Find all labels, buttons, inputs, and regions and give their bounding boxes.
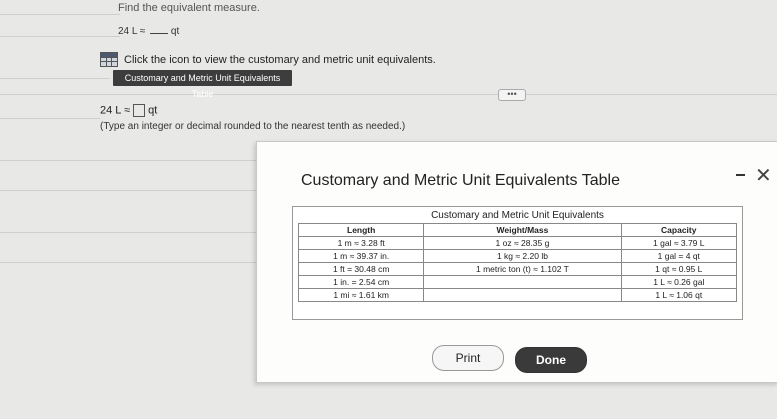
- divider: [0, 78, 110, 79]
- table-row: [299, 289, 737, 302]
- instruction-text: Find the equivalent measure.: [118, 2, 260, 14]
- problem-left: 24 L ≈: [118, 26, 146, 37]
- table-row: [299, 250, 737, 263]
- header-weight-mass: Weight/Mass: [424, 224, 621, 237]
- divider: [0, 190, 256, 191]
- table-cell: 1 in. = 2.54 cm: [299, 276, 424, 289]
- equivalents-table-container: [292, 206, 743, 320]
- table-cell: 1 m ≈ 3.28 ft: [299, 237, 424, 250]
- divider: [0, 118, 100, 119]
- divider: [0, 94, 777, 95]
- answer-unit: qt: [148, 104, 158, 117]
- answer-hint: (Type an integer or decimal rounded to the nearest tenth as needed.): [100, 121, 406, 132]
- equivalents-table: [298, 223, 737, 302]
- equivalents-table-button[interactable]: Customary and Metric Unit Equivalents Table: [113, 70, 292, 86]
- table-cell: 1 qt ≈ 0.95 L: [621, 263, 736, 276]
- divider: [0, 36, 120, 37]
- answer-left: 24 L ≈: [100, 104, 131, 117]
- table-cell: 1 gal = 4 qt: [621, 250, 736, 263]
- table-cell: 1 ft = 30.48 cm: [299, 263, 424, 276]
- table-row: [299, 263, 737, 276]
- divider: [0, 232, 256, 233]
- answer-input[interactable]: [133, 104, 145, 117]
- table-cell: 1 gal ≈ 3.79 L: [621, 237, 736, 250]
- print-button[interactable]: Print: [432, 345, 504, 371]
- divider: [0, 14, 120, 15]
- icon-hint-text: Click the icon to view the customary and metric unit equivalents.: [124, 53, 436, 66]
- modal-title: Customary and Metric Unit Equivalents Table: [301, 172, 620, 189]
- table-row: [299, 276, 737, 289]
- table-cell: [424, 276, 621, 289]
- table-cell: 1 L ≈ 1.06 qt: [621, 289, 736, 302]
- minimize-icon[interactable]: [736, 174, 745, 176]
- divider: [0, 262, 256, 263]
- table-cell: [424, 289, 621, 302]
- table-cell: 1 metric ton (t) ≈ 1.102 T: [424, 263, 621, 276]
- table-row: [299, 237, 737, 250]
- table-icon[interactable]: [100, 52, 118, 67]
- table-cell: 1 mi ≈ 1.61 km: [299, 289, 424, 302]
- table-cell: 1 L ≈ 0.26 gal: [621, 276, 736, 289]
- icon-hint-row: [100, 52, 436, 67]
- done-button[interactable]: Done: [515, 347, 587, 373]
- problem-unit: qt: [170, 26, 180, 37]
- table-cell: 1 oz ≈ 28.35 g: [424, 237, 621, 250]
- equivalents-modal: [256, 141, 777, 383]
- answer-row: [100, 104, 157, 117]
- table-cell: 1 kg ≈ 2.20 lb: [424, 250, 621, 263]
- table-cell: 1 m ≈ 39.37 in.: [299, 250, 424, 263]
- close-icon[interactable]: ✕: [755, 165, 772, 187]
- problem-statement: [118, 26, 179, 37]
- table-header-row: [299, 224, 737, 237]
- expand-ellipsis-button[interactable]: •••: [498, 89, 526, 101]
- table-caption: Customary and Metric Unit Equivalents: [431, 210, 604, 221]
- problem-blank: [150, 33, 168, 34]
- header-capacity: Capacity: [621, 224, 736, 237]
- header-length: Length: [299, 224, 424, 237]
- divider: [0, 160, 256, 161]
